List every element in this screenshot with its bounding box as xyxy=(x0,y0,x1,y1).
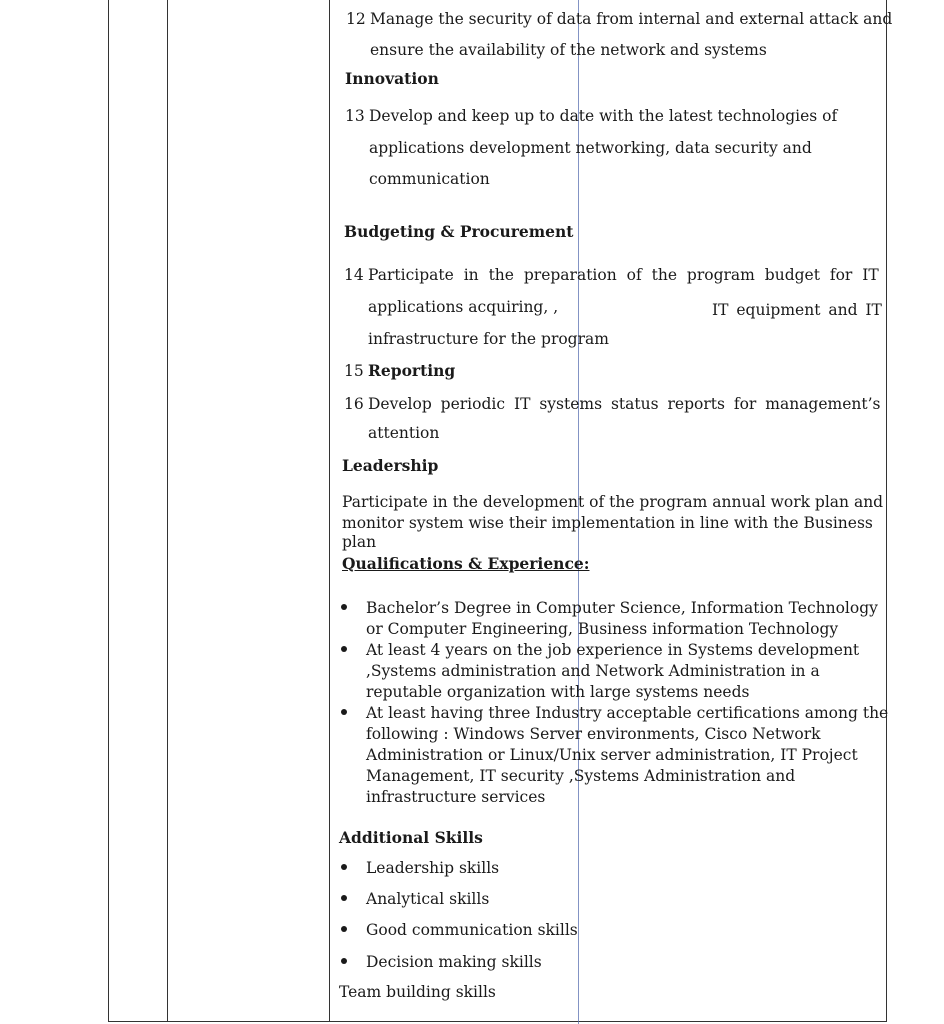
item-16-line-2: attention xyxy=(368,424,440,442)
qualification-1-line-2: or Computer Engineering, Business information Technology xyxy=(366,620,839,638)
item-15-number: 15 xyxy=(344,362,364,380)
table-column-divider-2 xyxy=(329,0,330,1022)
item-15 xyxy=(344,363,455,380)
qualification-3-line-3: Administration or Linux/Unix server administration, IT Project xyxy=(366,746,858,764)
team-building-skills: Team building skills xyxy=(339,983,496,1001)
item-14-number: 14 xyxy=(344,266,364,284)
item-13-line-3: communication xyxy=(369,170,490,188)
item-13-line-2: applications development networking, data security and xyxy=(369,139,812,157)
item-13-line-1: 13 Develop and keep up to date with the latest technologies of xyxy=(345,107,838,125)
qualification-3-line-5: infrastructure services xyxy=(366,788,546,806)
table-column-divider-1 xyxy=(167,0,168,1022)
qualification-3-line-1: At least having three Industry acceptable certifications among the xyxy=(366,704,889,722)
item-12-number: 12 xyxy=(346,10,366,28)
skill-item: Analytical skills xyxy=(366,890,490,908)
bullet-icon xyxy=(341,958,347,964)
item-13-number: 13 xyxy=(345,107,365,125)
item-16-number: 16 xyxy=(344,395,364,413)
skill-item: Decision making skills xyxy=(366,953,542,971)
innovation-heading: Innovation xyxy=(345,69,439,88)
leadership-heading: Leadership xyxy=(342,456,439,475)
qualification-2-line-3: reputable organization with large systems needs xyxy=(366,683,750,701)
leadership-line-3: plan xyxy=(342,533,377,551)
table-border-bottom xyxy=(108,1021,887,1022)
qualification-3-line-2: following : Windows Server environments, Cisco Network xyxy=(366,725,821,743)
qualification-2-line-2: ,Systems administration and Network Administration in a xyxy=(366,662,820,680)
leadership-line-1: Participate in the development of the program annual work plan and xyxy=(342,493,884,511)
additional-skills-heading: Additional Skills xyxy=(339,828,483,847)
item-12-line-1: 12 Manage the security of data from internal and external attack and xyxy=(346,10,893,28)
budgeting-heading: Budgeting & Procurement xyxy=(344,222,574,241)
skill-item: Good communication skills xyxy=(366,921,578,939)
bullet-icon xyxy=(341,709,347,715)
item-14-line-3: infrastructure for the program xyxy=(368,330,609,348)
table-border-left xyxy=(108,0,109,1022)
item-14-line-1: 14 Participate in the preparation of the program budget for IT xyxy=(344,266,879,284)
skill-item: Leadership skills xyxy=(366,859,500,877)
reporting-heading: Reporting xyxy=(368,361,456,380)
bullet-icon xyxy=(341,926,347,932)
bullet-icon xyxy=(341,895,347,901)
item-16-line-1: 16 Develop periodic IT systems status reports for management’s xyxy=(344,395,881,413)
item-14-line-2b: IT equipment and IT xyxy=(712,301,882,319)
qualification-1-line-1: Bachelor’s Degree in Computer Science, Information Technology xyxy=(366,599,878,617)
item-12-line-2: ensure the availability of the network and systems xyxy=(370,41,767,59)
bullet-icon xyxy=(341,604,347,610)
leadership-line-2: monitor system wise their implementation in line with the Business xyxy=(342,514,873,532)
item-14-line-2a: applications acquiring, , xyxy=(368,298,559,316)
qualifications-heading: Qualifications & Experience: xyxy=(342,554,590,573)
qualification-2-line-1: At least 4 years on the job experience in Systems development xyxy=(366,641,860,659)
qualification-3-line-4: Management, IT security ,Systems Administration and xyxy=(366,767,796,785)
bullet-icon xyxy=(341,646,347,652)
table-border-right xyxy=(886,0,887,1022)
bullet-icon xyxy=(341,864,347,870)
